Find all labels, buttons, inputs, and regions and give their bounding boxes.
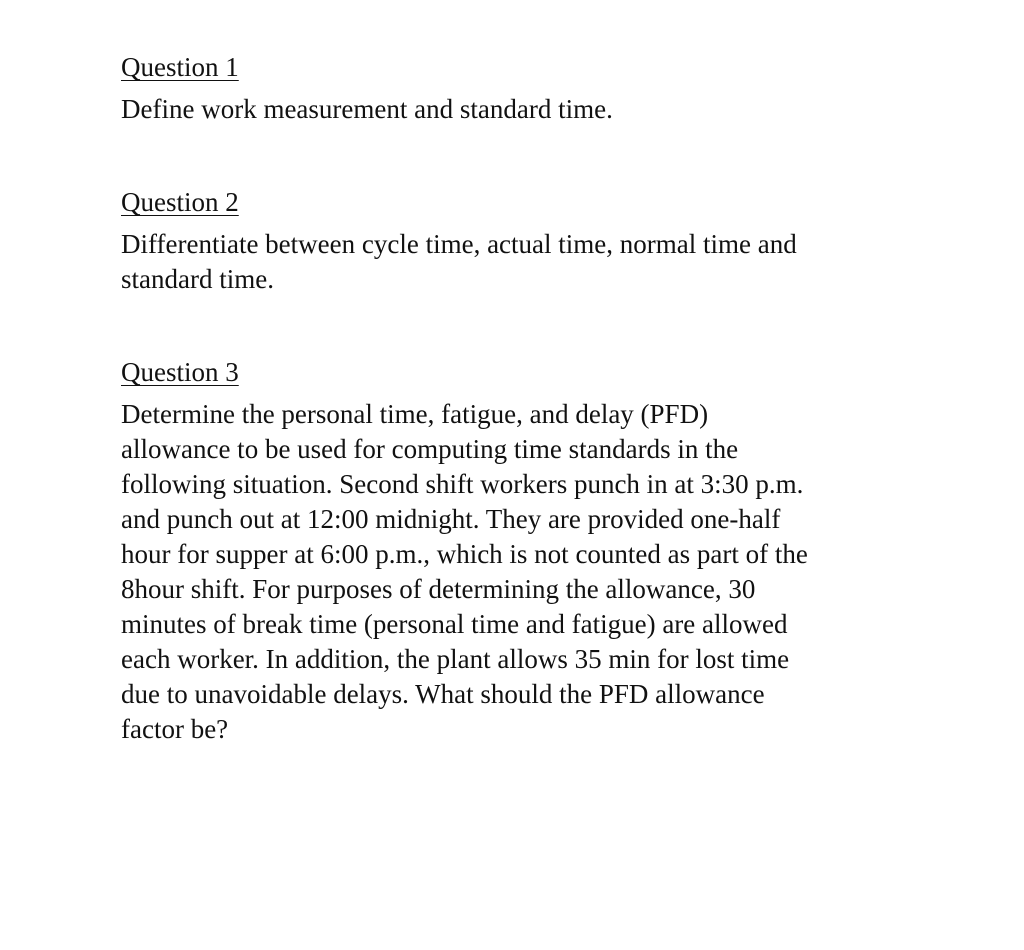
question-2: [121, 185, 921, 297]
question-1-heading: Question 1: [121, 52, 239, 82]
question-2-text: Differentiate between cycle time, actual time, normal time and standard time.: [121, 229, 797, 294]
question-1-text: Define work measurement and standard time.: [121, 94, 613, 124]
question-3-heading: Question 3: [121, 357, 239, 387]
question-1: [121, 50, 921, 127]
question-3: [121, 355, 921, 747]
question-3-text: Determine the personal time, fatigue, and delay (PFD) allowance to be used for computing time standards in the following situation. Second shift workers punch in at 3:30 p.m. and punch out at 12:00 midnight. They are provided one-half hour for supper at 6:00 p.m., which is not counted as part of the 8hour shift. For purposes of determining the allowance, 30 minutes of break time (personal time and fatigue) are allowed each worker. In addition, the plant allows 35 min for lost time due to unavoidable delays. What should the PFD allowance factor be?: [121, 399, 808, 744]
question-2-heading: Question 2: [121, 187, 239, 217]
